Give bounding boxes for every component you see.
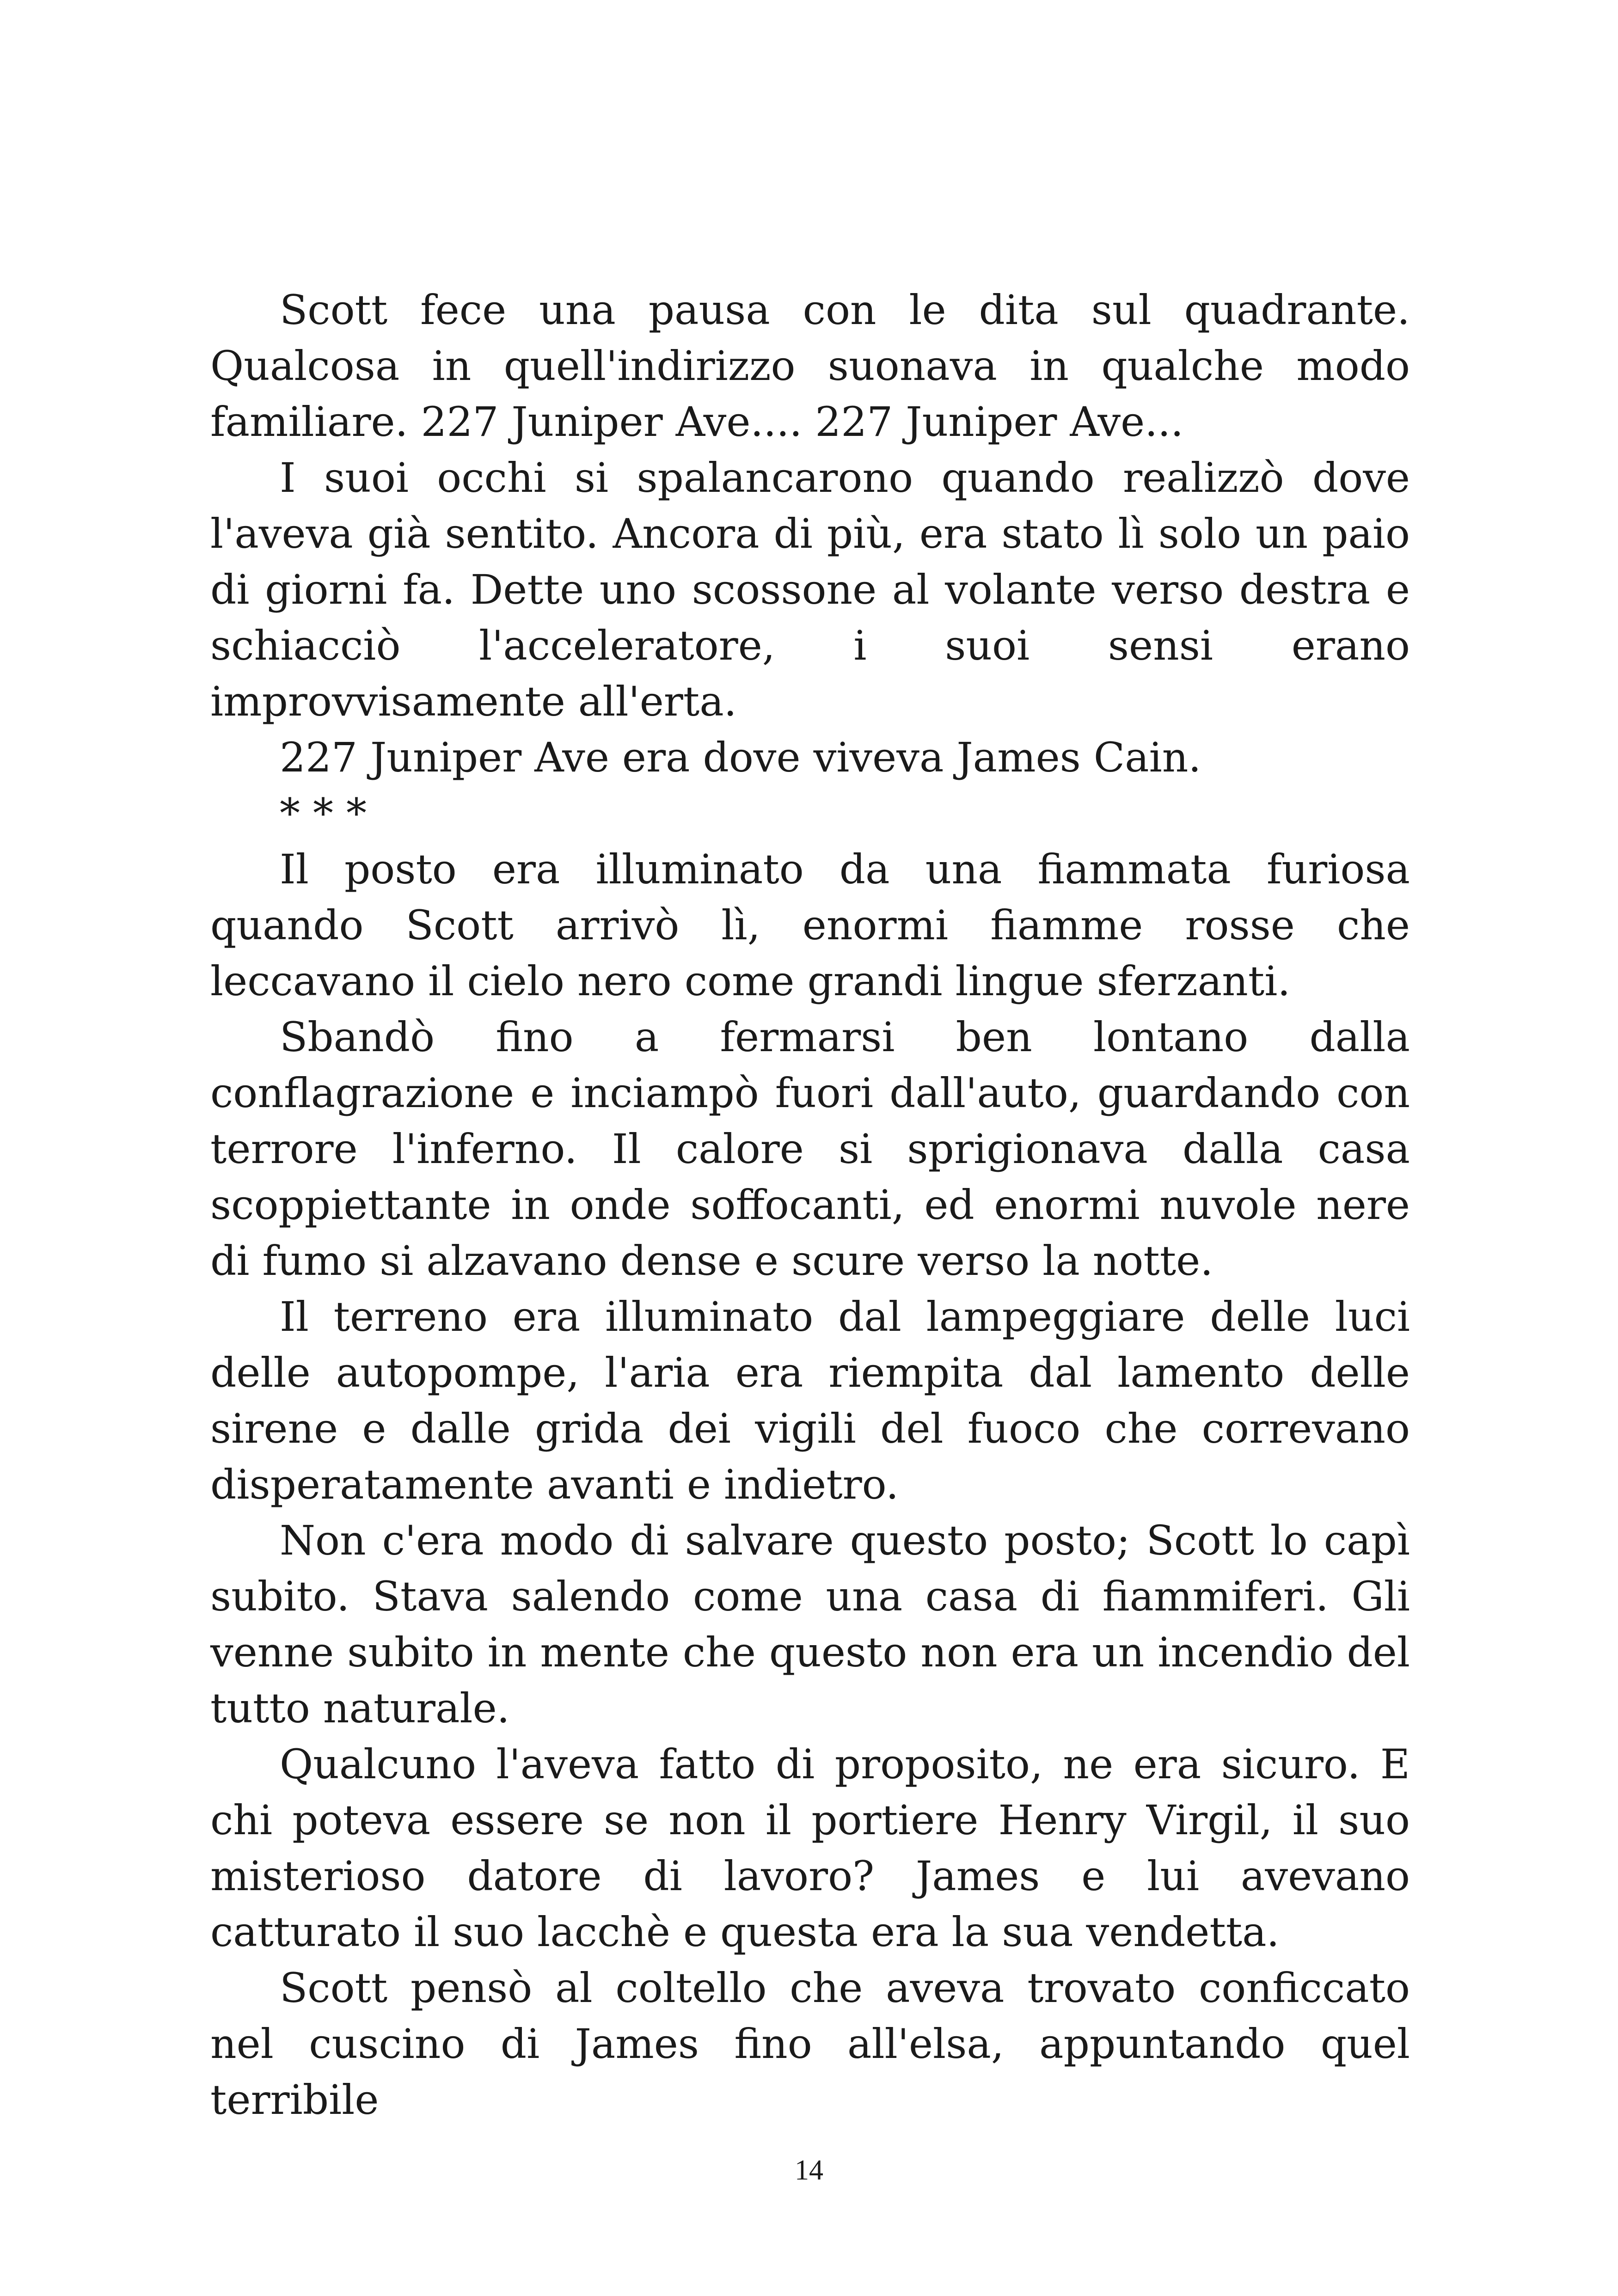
scene-break: * * * bbox=[280, 790, 367, 837]
paragraph: Non c'era modo di salvare questo posto; Scott lo capì subito. Stava salendo come una casa di fiammiferi. Gli venne subito in mente che questo non era un incendio del tutto naturale. bbox=[210, 1517, 1410, 1732]
paragraph: Sbandò fino a fermarsi ben lontano dalla conflagrazione e inciampò fuori dall'auto, guardando con terrore l'inferno. Il calore si sprigionava dalla casa scoppiettante in onde soffocanti, ed enormi nuvole nere di fumo si alzavano dense e scure verso la notte. bbox=[210, 1013, 1410, 1285]
paragraph: Il terreno era illuminato dal lampeggiare delle luci delle autopompe, l'aria era riempita dal lamento delle sirene e dalle grida dei vigili del fuoco che correvano disperatamente avanti e indietro. bbox=[210, 1293, 1410, 1508]
page-number: 14 bbox=[795, 2155, 823, 2186]
paragraph: I suoi occhi si spalancarono quando realizzò dove l'aveva già sentito. Ancora di più, era stato lì solo un paio di giorni fa. Dette uno scossone al volante verso destra e schiacciò l'acceleratore, i suoi sensi erano improvvisamente all'erta. bbox=[210, 454, 1410, 725]
paragraph: Il posto era illuminato da una fiammata furiosa quando Scott arrivò lì, enormi fiamme rosse che leccavano il cielo nero come grandi lingue sferzanti. bbox=[210, 845, 1410, 1005]
paragraph: Qualcuno l'aveva fatto di proposito, ne era sicuro. E chi poteva essere se non il portiere Henry Virgil, il suo misterioso datore di lavoro? James e lui avevano catturato il suo lacchè e questa era la sua vendetta. bbox=[210, 1740, 1410, 1956]
paragraph: Scott pensò al coltello che aveva trovato conficcato nel cuscino di James fino all'elsa, appuntando quel terribile bbox=[210, 1964, 1410, 2124]
paragraph: Scott fece una pausa con le dita sul quadrante. Qualcosa in quell'indirizzo suonava in qualche modo familiare. 227 Juniper Ave.... 227 Juniper Ave... bbox=[210, 286, 1410, 446]
paragraph: 227 Juniper Ave era dove viveva James Cain. bbox=[280, 734, 1201, 781]
body-text bbox=[210, 282, 1410, 2128]
